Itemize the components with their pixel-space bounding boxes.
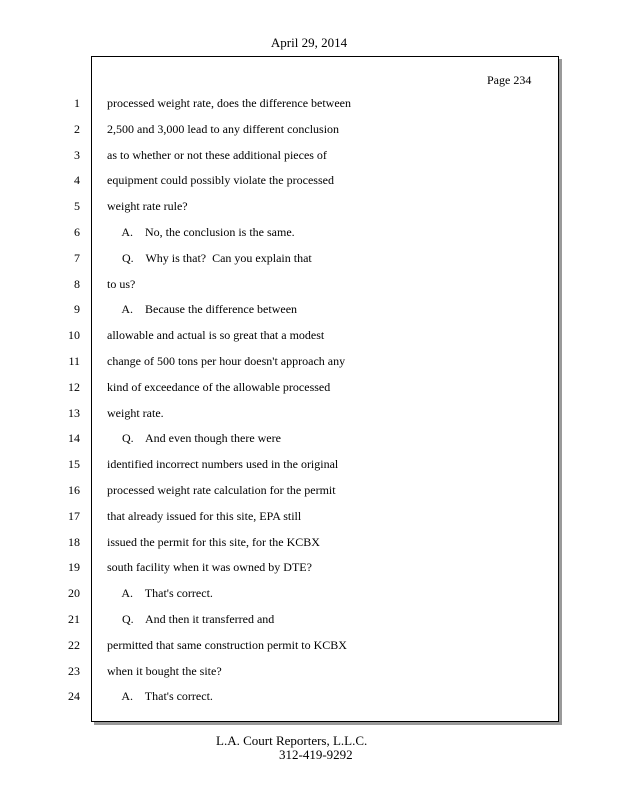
page-number: Page 234 [487,73,532,87]
transcript-line: equipment could possibly violate the processed [107,173,334,187]
line-number: 7 [74,251,80,265]
transcript-line: weight rate. [107,406,164,420]
header-date: April 29, 2014 [270,35,348,50]
transcript-line: permitted that same construction permit to KCBX [107,638,347,652]
transcript-line: identified incorrect numbers used in the original [107,457,339,471]
transcript-line: weight rate rule? [107,199,188,213]
transcript-line: A. That's correct. [107,689,213,703]
line-number: 11 [68,354,80,368]
transcript-line: Q. And even though there were [107,431,281,445]
transcript-line: south facility when it was owned by DTE? [107,560,312,574]
transcript-line: kind of exceedance of the allowable processed [107,380,331,394]
line-number: 16 [68,483,80,497]
line-number: 15 [68,457,80,471]
line-number: 22 [68,638,80,652]
transcript-line: 2,500 and 3,000 lead to any different conclusion [107,122,340,136]
line-number: 8 [74,277,80,291]
line-number: 19 [68,560,80,574]
transcript-line: A. No, the conclusion is the same. [107,225,295,239]
line-number: 12 [68,380,80,394]
line-number: 17 [68,509,80,523]
transcript-line: Q. And then it transferred and [107,612,275,626]
transcript-line: A. Because the difference between [107,302,298,316]
line-number: 24 [68,689,80,703]
line-number: 5 [74,199,80,213]
line-number: 21 [68,612,80,626]
transcript-line: processed weight rate calculation for the permit [107,483,336,497]
transcript-line: as to whether or not these additional pieces of [107,148,327,162]
footer-phone: 312-419-9292 [279,747,353,762]
transcript-line: that already issued for this site, EPA still [107,509,302,523]
line-number: 23 [68,664,80,678]
transcript-line: when it bought the site? [107,664,222,678]
transcript-line: processed weight rate, does the difference between [107,96,352,110]
line-number: 6 [74,225,80,239]
line-number: 1 [74,96,80,110]
transcript-line: A. That's correct. [107,586,213,600]
transcript-line: issued the permit for this site, for the KCBX [107,535,320,549]
line-number: 2 [74,122,80,136]
footer-company: L.A. Court Reporters, L.L.C. [216,733,368,748]
line-number: 10 [68,328,80,342]
line-number: 20 [68,586,80,600]
line-number: 18 [68,535,80,549]
line-number: 13 [68,406,80,420]
line-number: 3 [74,148,80,162]
transcript-line: Q. Why is that? Can you explain that [107,251,312,265]
line-number: 14 [68,431,80,445]
transcript-line: to us? [107,277,136,291]
transcript-line: change of 500 tons per hour doesn't approach any [107,354,346,368]
transcript-line: allowable and actual is so great that a modest [107,328,325,342]
line-number: 9 [74,302,80,316]
line-number: 4 [74,173,80,187]
